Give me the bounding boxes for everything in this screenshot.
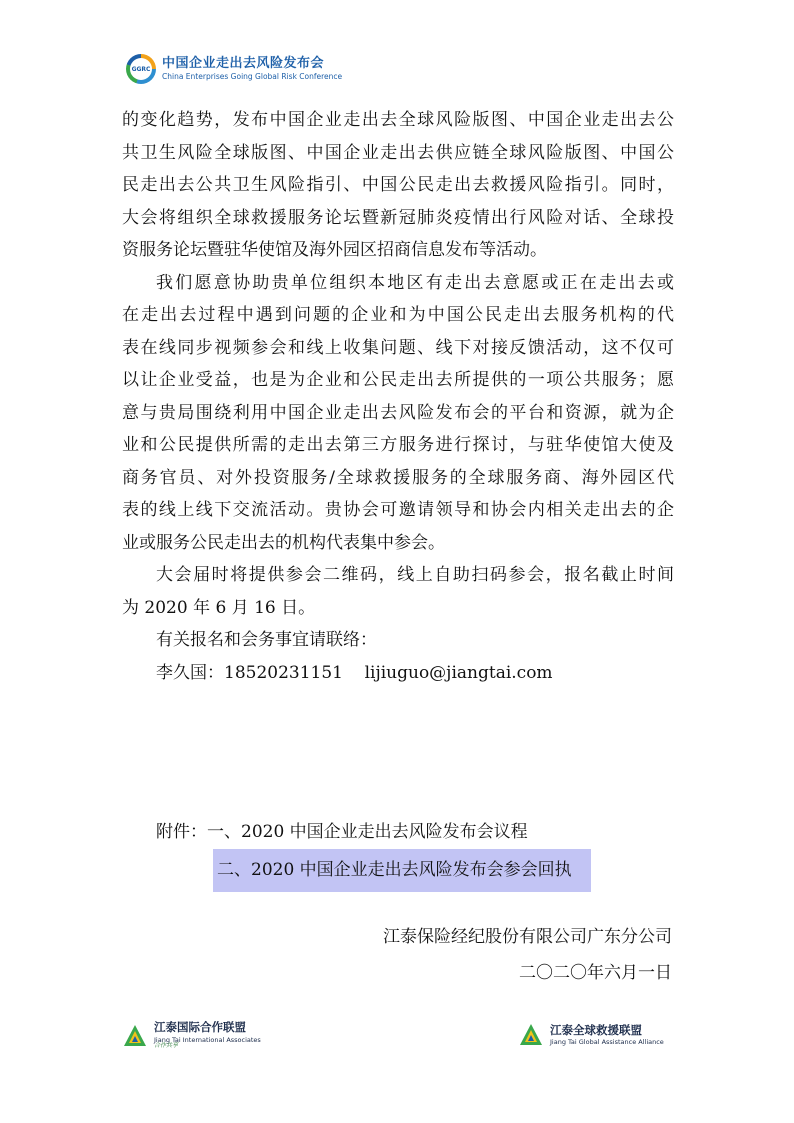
body-line: 民走出去公共卫生风险指引、中国公民走出去救援风险指引。同时， [122, 175, 674, 195]
header-title-en: China Enterprises Going Global Risk Conference [162, 72, 343, 82]
header-title-cn: 中国企业走出去风险发布会 [162, 56, 325, 72]
body-line: 表的线上线下交流活动。贵协会可邀请领导和协会内相关走出去的企 [122, 500, 674, 520]
footer-right-title-cn: 江泰全球救援联盟 [550, 1022, 642, 1037]
alliance-triangle-icon [518, 1022, 544, 1048]
body-line: 我们愿意协助贵单位组织本地区有走出去意愿或正在走出去或 [156, 272, 674, 293]
body-line: 的变化趋势，发布中国企业走出去全球风险版图、中国企业走出去公 [122, 110, 674, 130]
body-line: 业或服务公民走出去的机构代表集中参会。 [122, 532, 445, 553]
body-line: 业和公民提供所需的走出去第三方服务进行探讨，与驻华使馆大使及 [122, 435, 674, 455]
attachment-2-highlighted: 二、2020 中国企业走出去风险发布会参会回执 [213, 849, 591, 892]
body-line: 共卫生风险全球版图、中国企业走出去供应链全球风险版图、中国公 [122, 142, 674, 163]
body-line: 资服务论坛暨驻华使馆及海外园区招商信息发布等活动。 [122, 240, 547, 260]
footer-left-title-cn: 江泰国际合作联盟 [154, 1020, 246, 1034]
conference-header [126, 54, 342, 84]
ggrc-logo-icon [126, 54, 156, 84]
signature-company: 江泰保险经纪股份有限公司广东分公司 [383, 927, 672, 947]
footer-left-slogan: 合作共享 [154, 1042, 179, 1049]
body-line: 商务官员、对外投资服务/全球救援服务的全球服务商、海外园区代 [122, 467, 674, 488]
alliance-triangle-icon [122, 1023, 148, 1049]
body-line: 意与贵局围绕利用中国企业走出去风险发布会的平台和资源，就为企 [122, 402, 674, 423]
contact-heading: 有关报名和会务事宜请联络： [156, 630, 377, 650]
body-line: 大会届时将提供参会二维码，线上自助扫码参会，报名截止时间 [156, 565, 674, 585]
footer-right-title-en: Jiang Tai Global Assistance Alliance [550, 1038, 664, 1046]
footer-logo-assistance [518, 1022, 664, 1048]
body-line: 表在线同步视频参会和线上收集问题、线下对接反馈活动，这不仅可 [122, 337, 674, 358]
ggrc-logo-text: GGRC [130, 58, 152, 80]
attachment-1: 附件：一、2020 中国企业走出去风险发布会议程 [156, 822, 528, 842]
body-line: 为 2020 年 6 月 16 日。 [122, 597, 316, 618]
signature-date: 二〇二〇年六月一日 [519, 963, 672, 983]
body-line: 以让企业受益，也是为企业和公民走出去所提供的一项公共服务；愿 [122, 370, 674, 390]
contact-line: 李久国：18520231151 lijiuguo@jiangtai.com [156, 662, 553, 683]
body-line: 在走出去过程中遇到问题的企业和为中国公民走出去服务机构的代 [122, 305, 674, 325]
body-line: 大会将组织全球救援服务论坛暨新冠肺炎疫情出行风险对话、全球投 [122, 207, 674, 228]
footer-logo-international [122, 1022, 261, 1049]
letter-body [122, 104, 674, 689]
footer-left-title-en: Jiang Tai International Associates [154, 1035, 261, 1044]
